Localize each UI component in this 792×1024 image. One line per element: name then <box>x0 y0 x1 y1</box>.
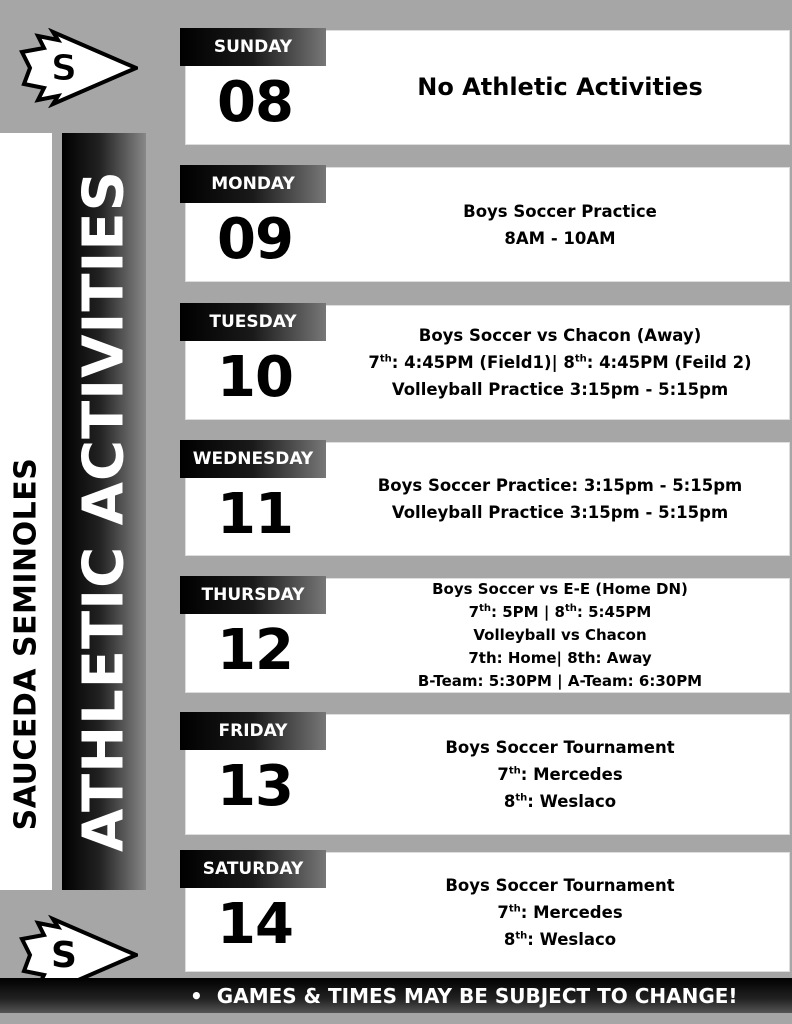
event-text: 7 <box>497 765 509 784</box>
event-text: Boys Soccer vs E-E (Home DN) <box>432 580 688 598</box>
event-line <box>463 198 657 225</box>
event-line <box>392 376 728 403</box>
event-line <box>497 899 622 926</box>
day-label: SATURDAY <box>180 850 326 888</box>
footer-note: GAMES & TIMES MAY BE SUBJECT TO CHANGE! <box>216 983 738 1008</box>
event-line <box>468 647 651 670</box>
day-row-sunday <box>180 28 790 145</box>
event-line <box>368 349 751 376</box>
day-row-thursday <box>180 576 790 693</box>
arrowhead-logo-top <box>18 28 138 108</box>
ordinal-suffix: th <box>508 765 521 777</box>
event-text: Boys Soccer vs Chacon (Away) <box>418 326 702 345</box>
day-row-saturday <box>180 850 790 972</box>
ordinal-suffix: th <box>574 353 587 365</box>
day-row-monday <box>180 165 790 282</box>
day-row-wednesday <box>180 440 790 556</box>
day-date: 08 <box>217 70 293 135</box>
day-date: 12 <box>217 618 293 683</box>
event-details <box>330 442 790 556</box>
event-text: No Athletic Activities <box>417 73 703 101</box>
day-label: TUESDAY <box>180 303 326 341</box>
day-date: 13 <box>217 754 293 819</box>
event-line <box>504 788 616 815</box>
event-text: Volleyball Practice 3:15pm - 5:15pm <box>391 503 729 522</box>
day-label: FRIDAY <box>180 712 326 750</box>
day-date: 11 <box>217 482 293 547</box>
event-line <box>473 624 646 647</box>
event-line <box>497 761 622 788</box>
event-text: : Weslaco <box>527 792 617 811</box>
page-title: ATHLETIC ACTIVITIES <box>71 170 137 852</box>
day-date: 09 <box>217 207 293 272</box>
event-text: Boys Soccer Tournament <box>445 875 675 895</box>
event-details <box>330 714 790 835</box>
day-label: MONDAY <box>180 165 326 203</box>
event-text: : 5PM | 8 <box>491 603 565 621</box>
ordinal-suffix: th <box>479 603 492 614</box>
event-details <box>330 852 790 972</box>
logo-letter: S <box>51 48 77 89</box>
footer-banner <box>0 978 792 1013</box>
event-line <box>392 499 728 526</box>
event-line <box>378 472 743 499</box>
event-line <box>469 601 652 624</box>
day-label: THURSDAY <box>180 576 326 614</box>
day-row-tuesday <box>180 303 790 420</box>
event-text: 8 <box>503 792 516 811</box>
ordinal-suffix: th <box>515 930 528 941</box>
event-text: 7th: Home| 8th: Away <box>468 649 652 667</box>
event-line <box>418 670 702 693</box>
ordinal-suffix: th <box>564 603 577 614</box>
logo-letter: S <box>51 935 77 976</box>
event-details <box>330 167 790 282</box>
ordinal-suffix: th <box>515 792 528 804</box>
event-text: : Mercedes <box>520 765 623 784</box>
event-text: 8 <box>503 929 516 949</box>
event-line <box>504 926 616 953</box>
event-details <box>330 305 790 420</box>
event-text: 7 <box>497 902 509 922</box>
event-text: Boys Soccer Tournament <box>445 738 675 757</box>
event-text: : 5:45PM <box>576 603 652 621</box>
day-row-friday <box>180 712 790 835</box>
event-line <box>445 734 674 761</box>
ordinal-suffix: th <box>379 353 392 365</box>
day-date: 14 <box>217 892 293 957</box>
event-text: Volleyball vs Chacon <box>473 626 647 644</box>
event-line <box>419 322 701 349</box>
event-text: : 4:45PM (Feild 2) <box>586 353 752 372</box>
event-text: Volleyball Practice 3:15pm - 5:15pm <box>391 380 729 399</box>
day-label: SUNDAY <box>180 28 326 66</box>
ordinal-suffix: th <box>508 903 521 914</box>
school-name: SAUCEDA SEMINOLES <box>8 457 44 831</box>
side-strip <box>0 133 52 890</box>
event-details <box>330 578 790 693</box>
event-text: 7 <box>368 353 380 372</box>
bullet: • <box>190 983 203 1008</box>
event-text: Boys Soccer Practice: 3:15pm - 5:15pm <box>377 476 743 495</box>
event-text: : Weslaco <box>527 929 617 949</box>
event-text: 7 <box>468 603 480 621</box>
day-label: WEDNESDAY <box>180 440 326 478</box>
event-line <box>417 74 702 101</box>
event-text: 8AM - 10AM <box>504 228 616 248</box>
day-date: 10 <box>217 345 293 410</box>
event-text: : 4:45PM (Field1)| 8 <box>391 353 575 372</box>
event-text: : Mercedes <box>520 902 623 922</box>
event-line <box>432 578 688 601</box>
event-text: Boys Soccer Practice <box>463 201 657 221</box>
event-details <box>330 30 790 145</box>
event-line <box>445 872 674 899</box>
event-text: B-Team: 5:30PM | A-Team: 6:30PM <box>417 672 703 690</box>
event-line <box>504 225 615 252</box>
